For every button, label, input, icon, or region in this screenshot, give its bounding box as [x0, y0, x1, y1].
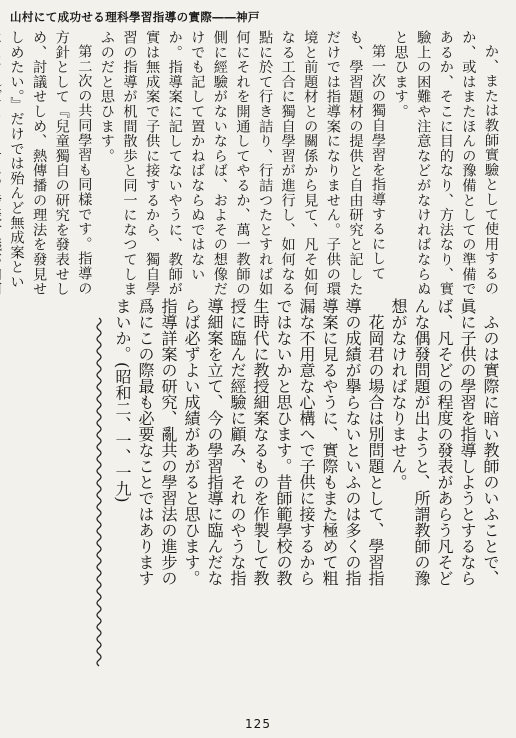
- paragraph: 花岡君の場合は別問題として、學習指導の成績が擧らないといふのは多くの指導案に見るやうに、實際もまた極めて粗漏な不用意な心構へで子供に接するからではないかと思ひます。昔師範學校の教生時代に教授細案なるものを作製して教授に臨んだ經驗に顧み、それのやうな指導細案を立て、今の學習指導に臨んだならば必ずよい成績があがると思ひます。指導詳案の研究、亂共の學習法の進步の爲にこの際最も必要なことではありますまいか。(昭和二、一、一九): [113, 298, 385, 586]
- paragraph: ふのは實際に暗い教師のいふことで、眞に子供の學習を指導しようとするならば、凡そどの程度の發表があらう凡そどんな偶發問題が出ようと、所謂教師の豫想がなければなりません。: [389, 298, 500, 586]
- wavy-divider-line: [92, 318, 106, 663]
- paragraph: 第一次の獨自學習を指導するにしても、學習題材の提供と自由研究と記しただけでは指導案になりません。子供の環境と前題材との關係から見て、凡そ如何なる工合に獨自學習が進行し、如何なる點に於て行き詰り、行詰つたとすれば如何にそれを開通してやるか、萬一教師の側に經驗がないならば、およその想像だけでも記して置かねばならぬではないか。指導案に記してないやうに、教師が實は無成案で子供に接するから、獨自學習の指導が机間散歩と同一になつてしまふのだと思ひます。: [98, 30, 387, 297]
- lower-text-block: [113, 298, 502, 598]
- paragraph: 第二次の共同學習も同樣です。指導の方針として『兒童獨自の研究を發表せしめ、討議せしめ、熱傳播の理法を發見せしめたい。』だけでは殆んど無成案とい: [8, 30, 93, 297]
- upper-text-block: [0, 30, 502, 302]
- page-number: 125: [245, 717, 271, 731]
- running-head: 山村にて成功せる理科學習指導の實際――神戸: [10, 10, 260, 24]
- paragraph: か、または教師實驗として使用するのか、或はまたほんの豫備としての準備であるか、そこに目的なり、方法なり、實驗上の困難や注意などがなければならぬと思ひます。: [392, 30, 499, 297]
